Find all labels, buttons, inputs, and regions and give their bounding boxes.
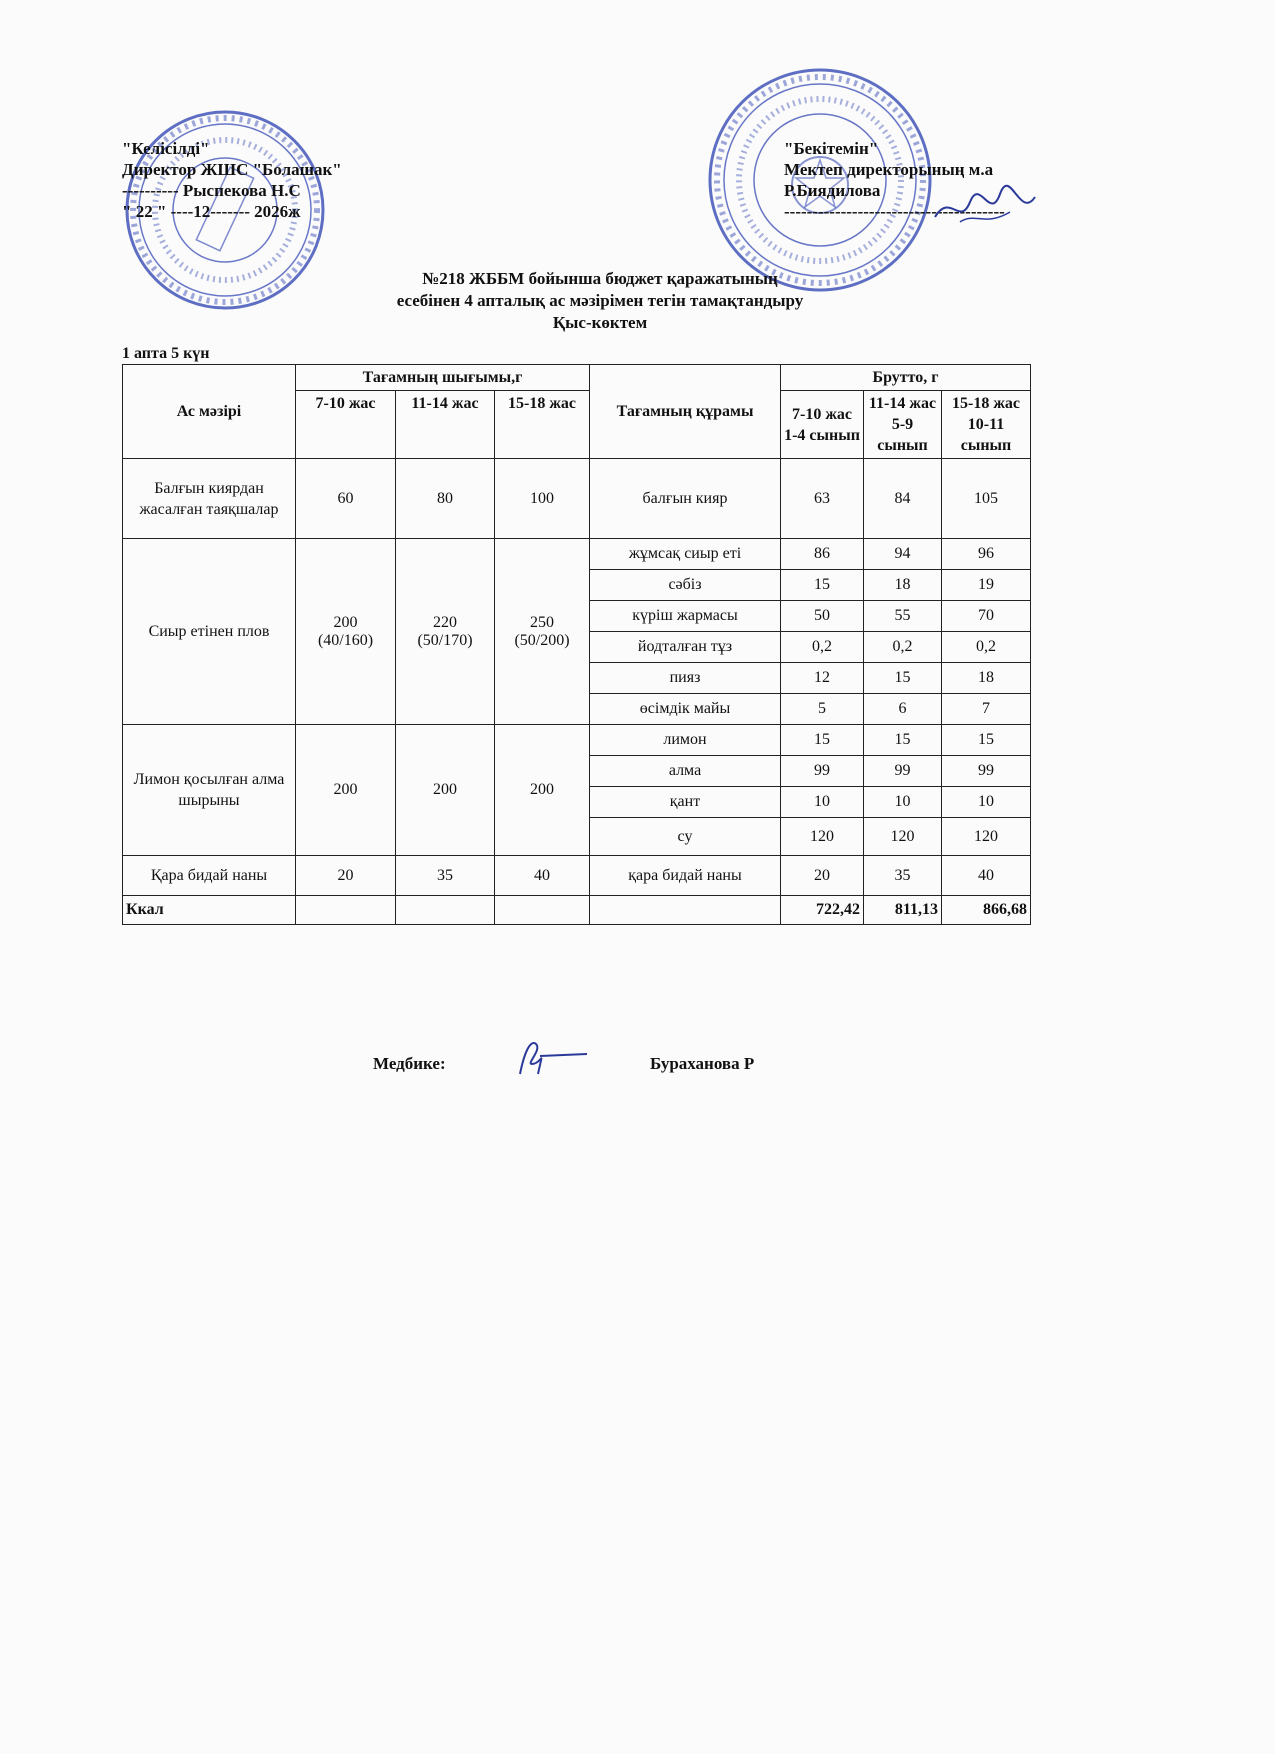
brutto-value: 99 (781, 756, 864, 787)
yield-value: 60 (296, 459, 396, 539)
ingredient-name: қант (590, 787, 781, 818)
brutto-value: 84 (864, 459, 942, 539)
brutto-value: 120 (781, 818, 864, 856)
table-row (123, 725, 1031, 756)
yield-col-15-18: 15-18 жас (495, 391, 590, 459)
ingredient-name: өсімдік майы (590, 694, 781, 725)
brutto-value: 55 (864, 601, 942, 632)
yield-col-11-14: 11-14 жас (396, 391, 495, 459)
empty-cell (296, 896, 396, 925)
brutto-value: 12 (781, 663, 864, 694)
brutto-value: 5 (781, 694, 864, 725)
ingredient-name: лимон (590, 725, 781, 756)
yield-value: 200 (495, 725, 590, 856)
brutto-value: 120 (864, 818, 942, 856)
brutto-value: 6 (864, 694, 942, 725)
brutto-age: 7-10 жас (791, 405, 853, 423)
yield-value (396, 539, 495, 725)
brutto-value: 15 (864, 663, 942, 694)
brutto-value: 18 (942, 663, 1031, 694)
total-row (123, 896, 1031, 925)
brutto-value: 99 (942, 756, 1031, 787)
brutto-age: 15-18 жас (951, 395, 1021, 412)
nurse-label: Медбике: (373, 1054, 446, 1073)
brutto-col-15-18 (942, 391, 1031, 459)
week-day-label: 1 апта 5 күн (122, 345, 210, 362)
kcal-value: 866,68 (942, 896, 1031, 925)
yield-col-7-10: 7-10 жас (296, 391, 396, 459)
brutto-value: 86 (781, 539, 864, 570)
yield-value: 40 (495, 856, 590, 896)
kcal-value: 722,42 (781, 896, 864, 925)
brutto-value: 35 (864, 856, 942, 896)
director-signature (930, 182, 1040, 232)
yield-total: 220 (433, 613, 457, 631)
brutto-col-7-10 (781, 391, 864, 459)
yield-value: 80 (396, 459, 495, 539)
col-header-brutto: Брутто, г (781, 365, 1031, 391)
col-header-yield: Тағамның шығымы,г (296, 365, 590, 391)
kcal-value: 811,13 (864, 896, 942, 925)
dish-name: Сиыр етінен плов (123, 539, 296, 725)
ingredient-name: сәбіз (590, 570, 781, 601)
yield-split: (40/160) (317, 631, 374, 649)
brutto-value: 20 (781, 856, 864, 896)
ingredient-name: су (590, 818, 781, 856)
brutto-value: 15 (864, 725, 942, 756)
document-title (250, 268, 950, 334)
ingredient-name: жұмсақ сиыр еті (590, 539, 781, 570)
brutto-value: 10 (781, 787, 864, 818)
approved-label: "Бекітемін" (784, 139, 879, 158)
empty-cell (590, 896, 781, 925)
brutto-grade: 1-4 сынып (784, 426, 860, 444)
brutto-grade: 10-11 сынып (960, 416, 1012, 454)
yield-total: 250 (530, 613, 554, 631)
col-header-composition: Тағамның құрамы (590, 365, 781, 459)
approval-signature-line: --------------------------------------- (784, 202, 1005, 221)
yield-value: 100 (495, 459, 590, 539)
agreed-label: "Келісілді" (122, 139, 210, 158)
brutto-value: 10 (942, 787, 1031, 818)
yield-value (296, 539, 396, 725)
brutto-value: 99 (864, 756, 942, 787)
brutto-value: 18 (864, 570, 942, 601)
director-org: Директор ЖШС "Болашак" (122, 160, 342, 179)
table-row (123, 539, 1031, 570)
yield-total: 200 (333, 613, 358, 631)
brutto-value: 40 (942, 856, 1031, 896)
yield-value: 35 (396, 856, 495, 896)
yield-split: (50/170) (417, 631, 473, 649)
brutto-value: 0,2 (781, 632, 864, 663)
total-label: Ккал (123, 896, 296, 925)
empty-cell (495, 896, 590, 925)
agreed-date: " 22 " ----12------- 2026ж (122, 202, 301, 221)
brutto-value: 50 (781, 601, 864, 632)
brutto-value: 15 (942, 725, 1031, 756)
menu-table (122, 364, 1031, 925)
brutto-value: 0,2 (942, 632, 1031, 663)
dish-name: Балғын киярдан жасалған таяқшалар (123, 459, 296, 539)
brutto-grade: 5-9 сынып (877, 416, 928, 454)
table-row (123, 856, 1031, 896)
yield-split: (50/200) (514, 631, 570, 649)
brutto-value: 15 (781, 570, 864, 601)
brutto-value: 96 (942, 539, 1031, 570)
header-row-top (123, 365, 1031, 391)
brutto-value: 70 (942, 601, 1031, 632)
ingredient-name: йодталған тұз (590, 632, 781, 663)
brutto-value: 19 (942, 570, 1031, 601)
yield-value: 200 (296, 725, 396, 856)
yield-value: 20 (296, 856, 396, 896)
brutto-value: 94 (864, 539, 942, 570)
dish-name: Лимон қосылған алма шырыны (123, 725, 296, 856)
ingredient-name: күріш жармасы (590, 601, 781, 632)
dish-name: Қара бидай наны (123, 856, 296, 896)
table-row (123, 459, 1031, 539)
brutto-value: 63 (781, 459, 864, 539)
brutto-age: 11-14 жас (868, 395, 937, 412)
director-name: ---------- Рыспекова Н.С (122, 181, 301, 200)
yield-value (495, 539, 590, 725)
ingredient-name: балғын кияр (590, 459, 781, 539)
brutto-value: 105 (942, 459, 1031, 539)
ingredient-name: қара бидай наны (590, 856, 781, 896)
acting-director-title: Мектеп директорының м.а (784, 160, 994, 179)
title-line-2: есебінен 4 апталық ас мәзірімен тегін тамақтандыру (396, 291, 804, 310)
ingredient-name: алма (590, 756, 781, 787)
ingredient-name: пияз (590, 663, 781, 694)
col-header-menu: Ас мәзірі (123, 365, 296, 459)
approval-left (122, 138, 452, 222)
nurse-name: Бураханова Р (650, 1054, 755, 1073)
brutto-value: 15 (781, 725, 864, 756)
nurse-signature (512, 1034, 592, 1084)
yield-value: 200 (396, 725, 495, 856)
brutto-col-11-14 (864, 391, 942, 459)
title-line-1: №218 ЖББМ бойынша бюджет қаражатының (422, 269, 778, 288)
brutto-value: 10 (864, 787, 942, 818)
acting-director-name: Р.Биядилова (784, 181, 881, 200)
brutto-value: 7 (942, 694, 1031, 725)
brutto-value: 120 (942, 818, 1031, 856)
title-season: Қыс-көктем (552, 313, 648, 332)
empty-cell (396, 896, 495, 925)
brutto-value: 0,2 (864, 632, 942, 663)
